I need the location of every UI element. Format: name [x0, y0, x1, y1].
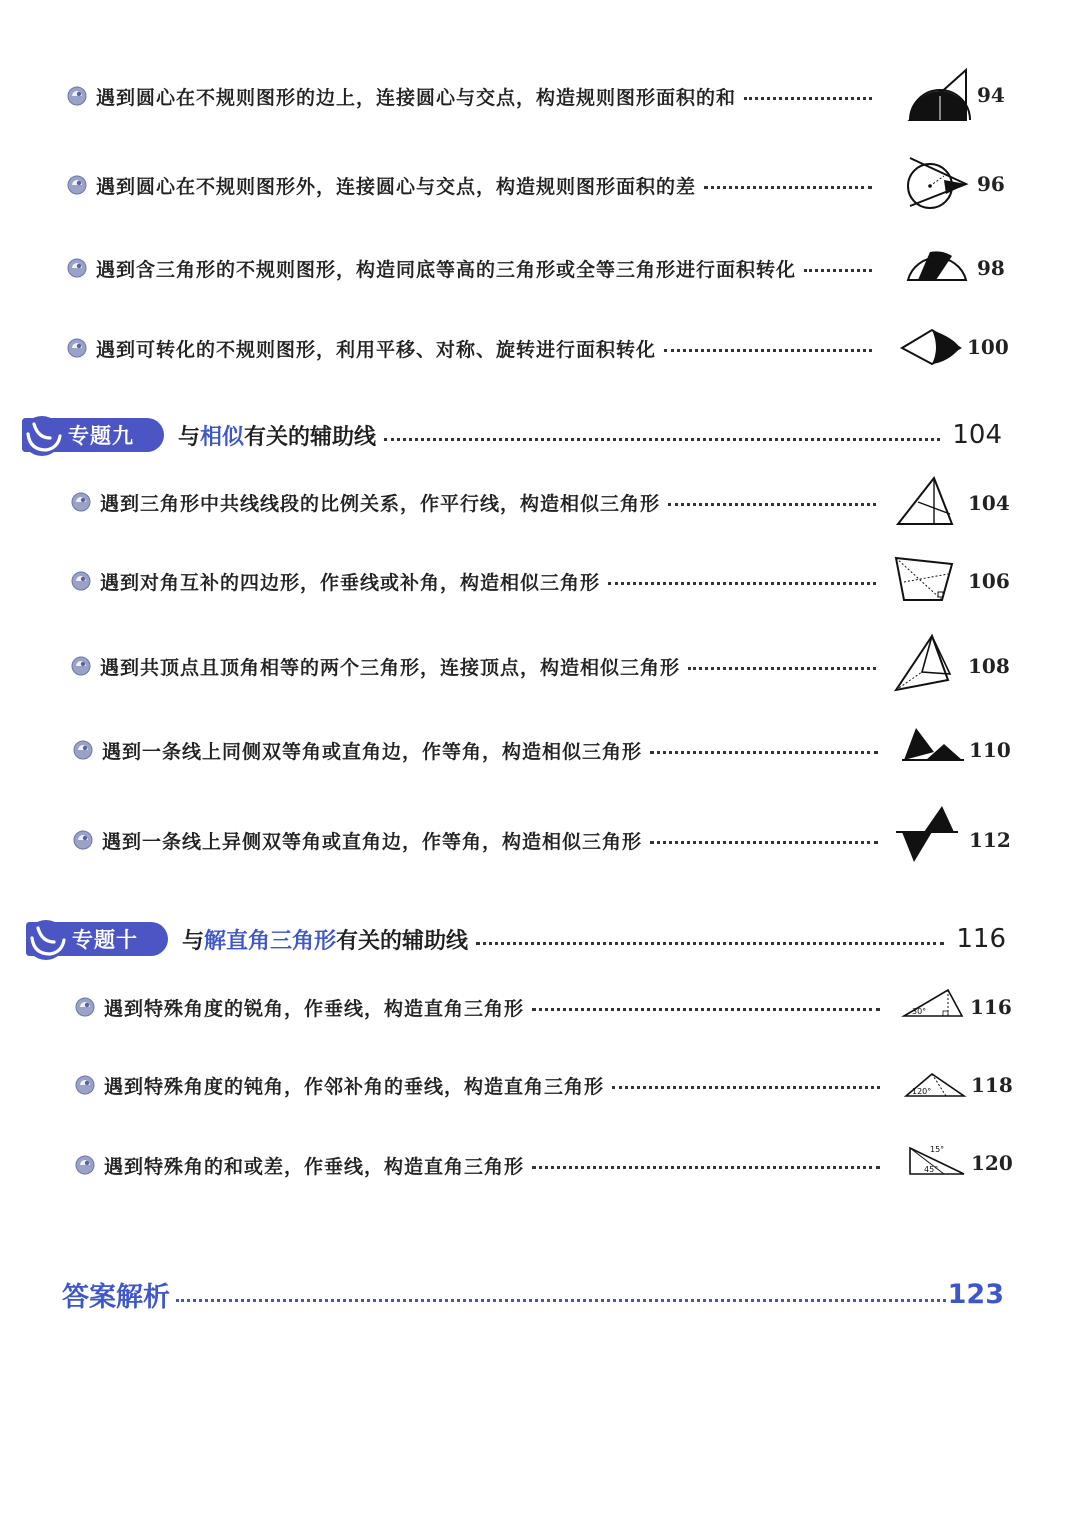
bullet-icon — [66, 337, 88, 359]
toc-entry[interactable] — [70, 482, 876, 522]
angle-label: 30° — [912, 1007, 927, 1016]
triangle-15-45-icon — [904, 1140, 970, 1198]
triangle-parallel-icon — [894, 474, 960, 532]
half-circle-triangle-icon — [906, 66, 972, 124]
bullet-icon — [74, 1154, 96, 1176]
page-number: 106 — [968, 569, 1010, 593]
bullet-icon — [70, 491, 92, 513]
page-number: 112 — [969, 828, 1011, 852]
opposite-side-triangles-icon — [894, 804, 960, 862]
page-number: 96 — [977, 172, 1005, 196]
page-number: 104 — [968, 491, 1010, 515]
dot-leader — [668, 503, 876, 506]
page-number: 100 — [967, 335, 1009, 359]
entry-text: 遇到特殊角度的锐角，作垂线，构造直角三角形 — [104, 997, 525, 1020]
toc-entry[interactable] — [74, 1065, 880, 1105]
dot-leader — [532, 1008, 880, 1011]
topic-title: 与相似有关的辅助线 — [178, 424, 377, 450]
toc-entry[interactable] — [72, 730, 878, 770]
dot-leader — [608, 582, 876, 585]
answer-title: 答案解析 — [62, 1281, 170, 1313]
bullet-icon — [66, 257, 88, 279]
page-number: 108 — [968, 654, 1010, 678]
page-number: 110 — [969, 738, 1011, 762]
topic-title: 与解直角三角形有关的辅助线 — [182, 928, 469, 954]
dot-leader — [664, 349, 872, 352]
bullet-icon — [66, 174, 88, 196]
topic-page-number: 104 — [952, 420, 1002, 450]
bullet-icon — [66, 85, 88, 107]
semicircle-sector-icon — [904, 244, 970, 302]
triangle-30-icon — [900, 982, 966, 1040]
entry-text: 遇到特殊角度的钝角，作邻补角的垂线，构造直角三角形 — [104, 1075, 605, 1098]
lens-shape-icon — [898, 318, 964, 376]
bullet-icon — [72, 739, 94, 761]
shared-vertex-triangles-icon — [892, 634, 958, 692]
entry-text: 遇到共顶点且顶角相等的两个三角形，连接顶点，构造相似三角形 — [100, 656, 681, 679]
topic-page-number: 116 — [956, 924, 1006, 954]
same-side-triangles-icon — [900, 722, 966, 780]
dot-leader — [384, 438, 940, 441]
dot-leader — [650, 751, 878, 754]
answer-page-number: 123 — [947, 1278, 1004, 1310]
topic-tag — [26, 922, 168, 956]
entry-text: 遇到含三角形的不规则图形，构造同底等高的三角形或全等三角形进行面积转化 — [96, 258, 797, 281]
circle-triangle-icon — [904, 154, 970, 212]
entry-text: 遇到三角形中共线线段的比例关系，作平行线，构造相似三角形 — [100, 492, 661, 515]
bullet-icon — [74, 996, 96, 1018]
dot-leader — [688, 667, 876, 670]
dot-leader — [532, 1166, 880, 1169]
dot-leader — [176, 1299, 946, 1302]
dot-leader — [804, 269, 872, 272]
toc-entry[interactable] — [70, 561, 876, 601]
angle-label-b: 45° — [924, 1165, 939, 1174]
page-number: 116 — [970, 995, 1012, 1019]
answer-section[interactable] — [62, 1272, 1004, 1316]
angle-label-a: 15° — [930, 1145, 945, 1154]
page-number: 118 — [971, 1073, 1013, 1097]
swoosh-icon — [24, 916, 72, 962]
bullet-icon — [70, 570, 92, 592]
toc-entry[interactable] — [74, 987, 880, 1027]
dot-leader — [744, 97, 872, 100]
entry-text: 遇到可转化的不规则图形，利用平移、对称、旋转进行面积转化 — [96, 338, 657, 361]
toc-entry[interactable] — [66, 76, 872, 116]
topic-tag-label: 专题十 — [72, 928, 138, 952]
topic-10-header[interactable] — [26, 917, 1006, 961]
swoosh-icon — [20, 412, 68, 458]
bullet-icon — [70, 655, 92, 677]
page-number: 120 — [971, 1151, 1013, 1175]
bullet-icon — [74, 1074, 96, 1096]
dot-leader — [612, 1086, 880, 1089]
toc-entry[interactable] — [66, 328, 872, 368]
entry-text: 遇到一条线上同侧双等角或直角边，作等角，构造相似三角形 — [102, 740, 643, 763]
entry-text: 遇到一条线上异侧双等角或直角边，作等角，构造相似三角形 — [102, 830, 643, 853]
toc-entry[interactable] — [66, 248, 872, 288]
entry-text: 遇到圆心在不规则图形的边上，连接圆心与交点，构造规则图形面积的和 — [96, 86, 737, 109]
page-number: 94 — [977, 83, 1005, 107]
toc-entry[interactable] — [66, 165, 872, 205]
entry-text: 遇到特殊角的和或差，作垂线，构造直角三角形 — [104, 1155, 525, 1178]
topic-9-header[interactable] — [22, 413, 1002, 457]
topic-tag-label: 专题九 — [68, 424, 134, 448]
bullet-icon — [72, 829, 94, 851]
quadrilateral-icon — [892, 552, 958, 610]
page-number: 98 — [977, 256, 1005, 280]
entry-text: 遇到圆心在不规则图形外，连接圆心与交点，构造规则图形面积的差 — [96, 175, 697, 198]
toc-entry[interactable] — [74, 1145, 880, 1185]
dot-leader — [704, 186, 872, 189]
dot-leader — [650, 841, 878, 844]
toc-entry[interactable] — [70, 646, 876, 686]
dot-leader — [476, 942, 944, 945]
angle-label: 120° — [912, 1087, 932, 1096]
entry-text: 遇到对角互补的四边形，作垂线或补角，构造相似三角形 — [100, 571, 601, 594]
topic-tag — [22, 418, 164, 452]
toc-entry[interactable] — [72, 820, 878, 860]
triangle-120-icon — [902, 1060, 968, 1118]
